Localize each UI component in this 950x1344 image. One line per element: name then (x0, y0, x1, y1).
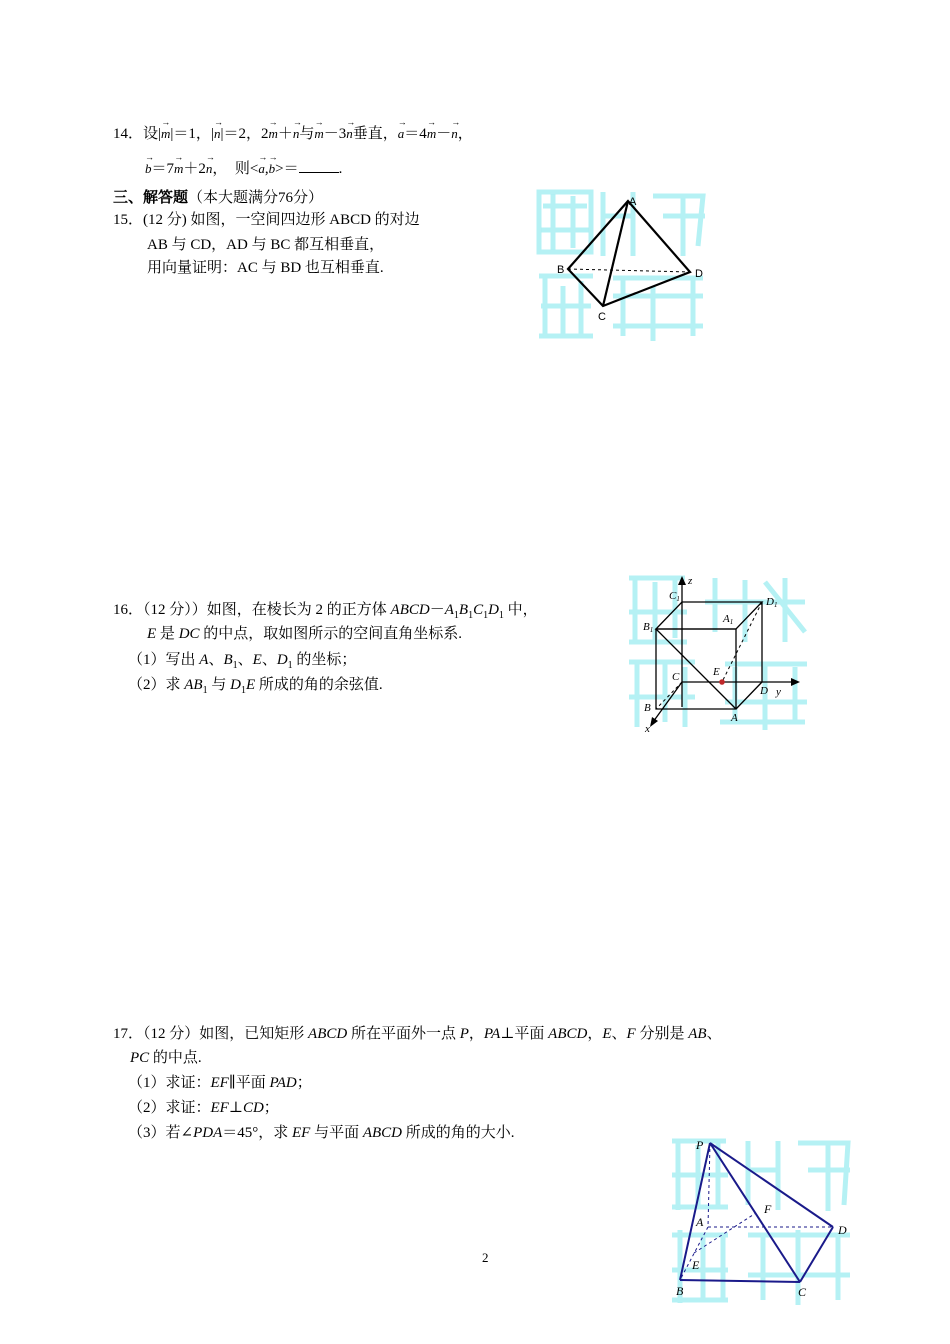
pyramid-figure (668, 1135, 854, 1307)
q17-line3: （1）求证：EF∥平面 PAD； (128, 1075, 312, 1091)
label-A: A (696, 1215, 704, 1229)
axis-label-z: z (688, 575, 693, 587)
axis-label-x: x (645, 723, 650, 734)
q15-line2: AB 与 CD，AD 与 BC 都互相垂直， (147, 237, 385, 253)
label-B: B (676, 1284, 684, 1298)
label-B1: B1 (643, 621, 654, 634)
label-D1: D1 (766, 596, 778, 609)
q17-line2: PC 的中点. (130, 1050, 202, 1066)
label-B: B (557, 264, 565, 276)
q17-line1: 17．（12 分）如图，已知矩形 ABCD 所在平面外一点 P，PA⊥平面 ABCD，E、F 分别是 AB、 (113, 1026, 722, 1042)
label-B: B (644, 702, 651, 714)
q14-number: 14． (113, 126, 144, 142)
page-number: 2 (482, 1250, 489, 1265)
vector-n: → n (214, 124, 221, 144)
edge-BD (568, 269, 690, 272)
cube-figure (625, 572, 811, 734)
section-label: 三、解答题 (113, 190, 189, 206)
label-F: F (764, 1202, 772, 1216)
label-C1: C1 (669, 590, 680, 603)
edge-AD (736, 682, 762, 709)
point-E (719, 679, 725, 685)
label-D: D (760, 685, 768, 697)
label-A1: A1 (723, 613, 734, 626)
q15-line3: 用向量证明：AC 与 BD 也互相垂直. (147, 260, 384, 276)
axis-x-arrow (650, 717, 658, 727)
vector-m: → m (161, 124, 170, 144)
q17-line5: （3）若∠PDA＝45°，求 EF 与平面 ABCD 所成的角的大小. (128, 1125, 515, 1141)
label-D: D (695, 268, 703, 280)
q15-number: 15． (113, 212, 144, 228)
label-A: A (731, 712, 738, 724)
label-C: C (798, 1285, 807, 1299)
label-D: D (838, 1223, 847, 1237)
answer-blank (299, 158, 339, 173)
q16-number: 16． (113, 602, 144, 618)
vector-b: → b (145, 159, 152, 179)
q14-line2: → b＝7→ m＋2→ n， 则<→ a,→ b>＝ . (145, 158, 342, 179)
q16-line1: 16．（12 分））如图，在棱长为 2 的正方体 $ABCD-A_1B_1C_1D_1$ 中， (113, 602, 538, 621)
label-E: E (692, 1258, 700, 1272)
vector-a: → a (398, 124, 405, 144)
tetrahedron-figure (533, 186, 713, 346)
edge-PA (708, 1143, 710, 1227)
edge-BC (680, 1280, 800, 1282)
label-C: C (598, 311, 606, 323)
axis-label-y: y (776, 686, 781, 698)
label-E: E (713, 666, 720, 678)
q17-number: 17． (113, 1026, 144, 1042)
edge-PD (710, 1143, 833, 1227)
q16-line3: （1）写出 A、$B_1$、E、$D_1$ 的坐标； (128, 652, 357, 671)
label-A: A (629, 196, 637, 208)
q17-line4: （2）求证：EF⊥CD； (128, 1100, 279, 1116)
q15-line1: 15．(12 分) 如图，一空间四边形 ABCD 的对边 (113, 212, 420, 228)
label-P: P (696, 1138, 704, 1152)
label-C: C (672, 671, 680, 683)
section-header (113, 188, 323, 208)
q16-line4: （2）求 $AB_1$ 与 $D_1E$ 所成的角的余弦值. (128, 677, 383, 696)
section-note: （本大题满分76分） (188, 190, 324, 206)
q16-line2: E 是 DC 的中点，取如图所示的空间直角坐标系. (147, 626, 463, 642)
q14-line1: 14．设|→ m|＝1，|→ n|＝2，2→ m＋→ n与→ m－3→ n垂直，→ a＝4→ m－→ n， (113, 124, 473, 144)
